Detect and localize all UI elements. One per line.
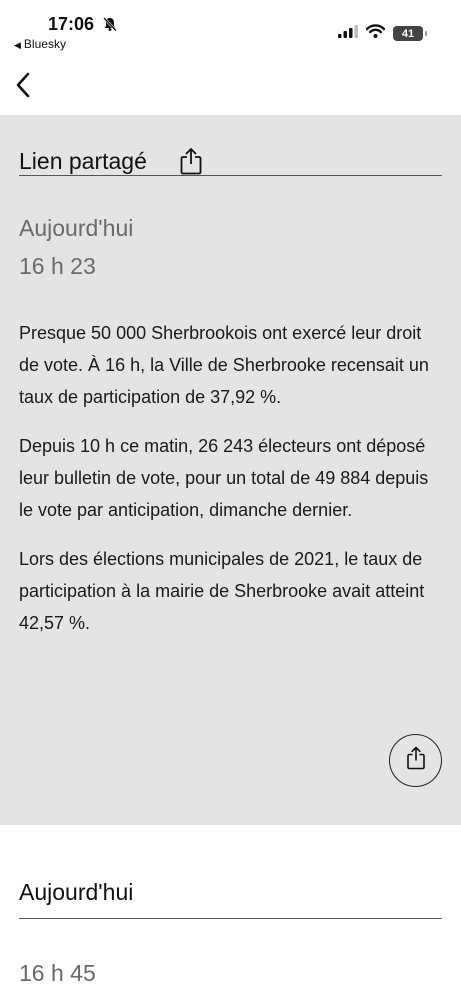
card-header [19, 131, 442, 176]
article-body [19, 317, 444, 656]
card-title: Lien partagé [19, 148, 147, 174]
next-entry-header [19, 857, 442, 919]
status-bar [0, 0, 461, 60]
article-paragraph: Presque 50 000 Sherbrookois ont exercé leur droit de vote. À 16 h, la Ville de Sherbrooke recensait un taux de participation de 37,92 %. [19, 323, 429, 407]
article-paragraph: Depuis 10 h ce matin, 26 243 électeurs ont déposé leur bulletin de vote, pour un total de 49 884 depuis le vote par anticipation, dimanche dernier. [19, 436, 429, 520]
wifi-icon [366, 24, 385, 43]
back-triangle-icon: ◀ [14, 40, 21, 50]
next-entry-date: Aujourd'hui [19, 879, 134, 905]
article-paragraph: Lors des élections municipales de 2021, le taux de participation à la mairie de Sherbrooke avait atteint 42,57 %. [19, 549, 425, 633]
post-date: Aujourd'hui [19, 215, 134, 241]
post-time: 16 h 23 [19, 253, 96, 279]
next-entry-time: 16 h 45 [19, 960, 96, 986]
battery-indicator: 41 [393, 26, 423, 41]
status-time: 17:06 [48, 14, 95, 34]
return-to-app-link[interactable] [14, 37, 66, 51]
system-icons [338, 24, 423, 43]
navigation-bar [0, 60, 461, 115]
return-app-label: Bluesky [23, 37, 66, 51]
chevron-left-icon [15, 72, 31, 103]
share-icon[interactable] [179, 147, 203, 180]
cellular-signal-icon [338, 25, 358, 43]
next-entry [0, 825, 461, 1000]
share-icon [406, 746, 426, 775]
share-button[interactable] [389, 734, 442, 787]
bell-slash-icon [102, 16, 118, 37]
back-button[interactable] [8, 72, 38, 102]
shared-link-card [0, 115, 461, 825]
